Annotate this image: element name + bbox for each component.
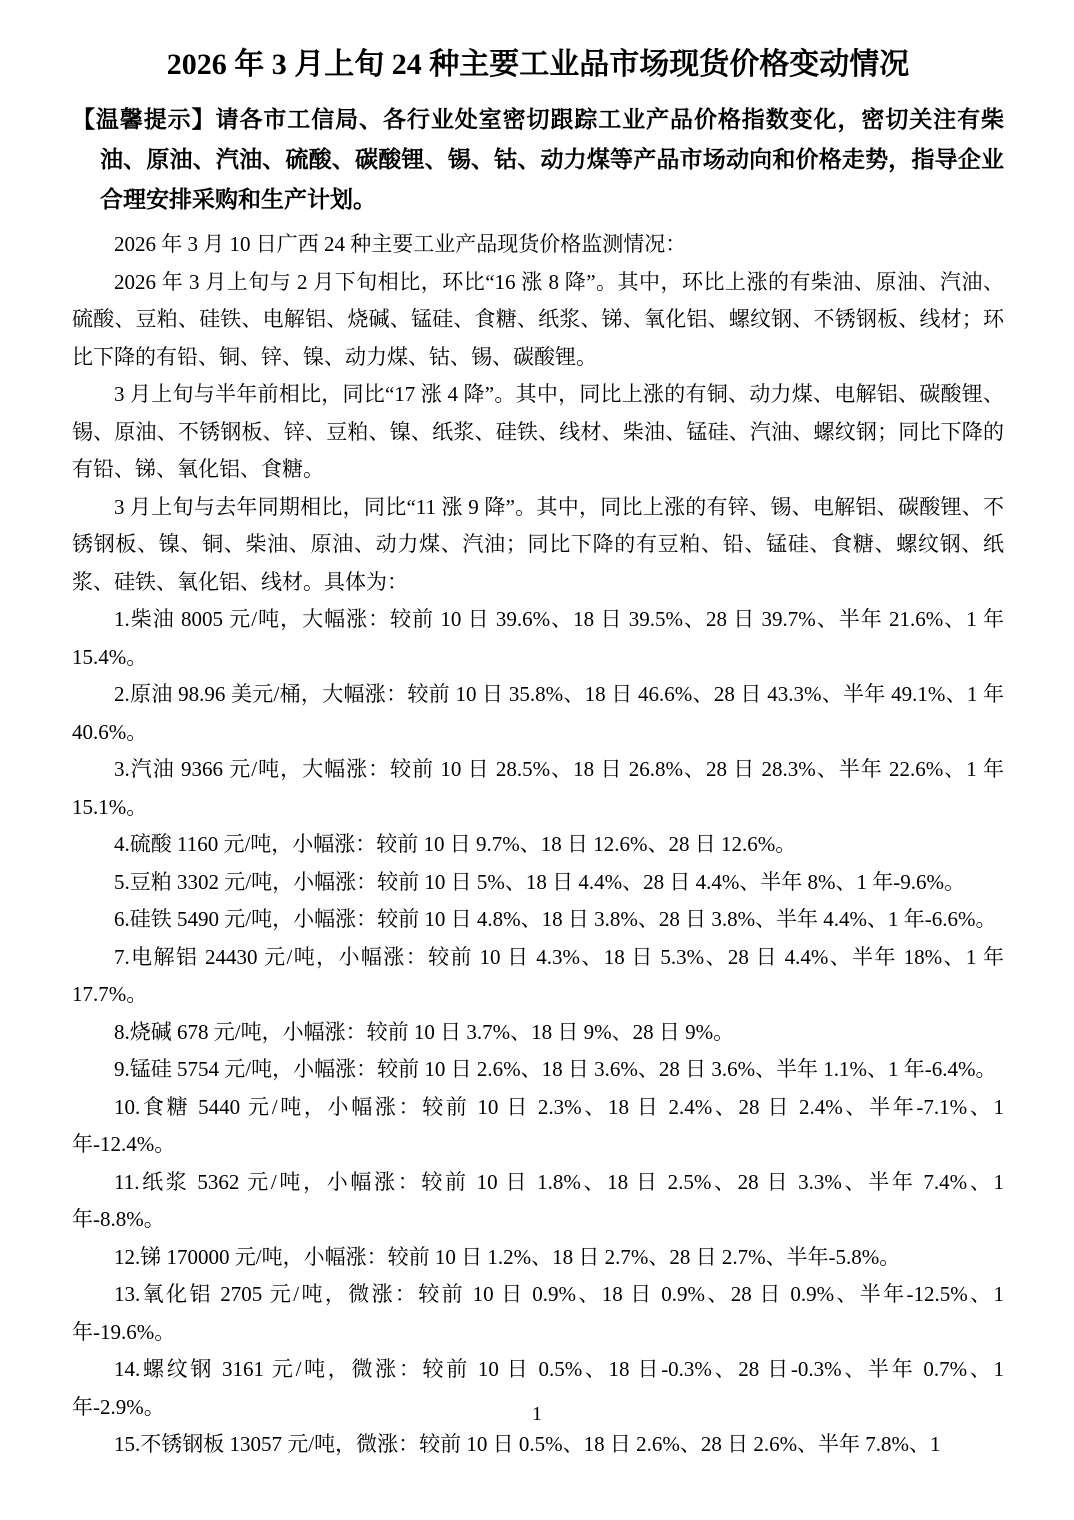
price-item-gasoline: 3.汽油 9366 元/吨，大幅涨：较前 10 日 28.5%、18 日 26.8%、28 日 28.3%、半年 22.6%、1 年 15.1%。: [72, 757, 1004, 819]
notice-label: 【温馨提示】: [72, 107, 216, 132]
price-item-soybean-meal: 5.豆粕 3302 元/吨，小幅涨：较前 10 日 5%、18 日 4.4%、28 日 4.4%、半年 8%、1 年-9.6%。: [114, 869, 966, 894]
notice-paragraph: [72, 100, 1004, 220]
price-item-crude-oil: 2.原油 98.96 美元/桶，大幅涨：较前 10 日 35.8%、18 日 46.6%、28 日 43.3%、半年 49.1%、1 年 40.6%。: [72, 682, 1004, 744]
price-item-aluminum: 7.电解铝 24430 元/吨，小幅涨：较前 10 日 4.3%、18 日 5.3%、28 日 4.4%、半年 18%、1 年 17.7%。: [72, 944, 1004, 1006]
price-item-pulp: 11.纸浆 5362 元/吨，小幅涨：较前 10 日 1.8%、18 日 2.5%、28 日 3.3%、半年 7.4%、1 年-8.8%。: [72, 1169, 1004, 1231]
notice-text: 请各市工信局、各行业处室密切跟踪工业产品价格指数变化，密切关注有柴油、原油、汽油、硫酸、碳酸锂、锡、钴、动力煤等产品市场动向和价格走势，指导企业合理安排采购和生产计划。: [100, 107, 1005, 212]
document-body: [72, 226, 1004, 1464]
price-item-sulfuric-acid: 4.硫酸 1160 元/吨，小幅涨：较前 10 日 9.7%、18 日 12.6%、28 日 12.6%。: [114, 832, 797, 856]
price-item-stainless-steel: 15.不锈钢板 13057 元/吨，微涨：较前 10 日 0.5%、18 日 2.6%、28 日 2.6%、半年 7.8%、1: [114, 1432, 941, 1456]
summary-paragraph-yoy: 3 月上旬与去年同期相比，同比“11 涨 9 降”。其中，同比上涨的有锌、锡、电解铝、碳酸锂、不锈钢板、镍、铜、柴油、原油、动力煤、汽油；同比下降的有豆粕、铅、锰硅、食糖、螺纹钢、纸浆、硅铁、氧化铝、线材。具体为：: [72, 494, 1004, 594]
intro-paragraph: 2026 年 3 月 10 日广西 24 种主要工业产品现货价格监测情况：: [114, 232, 687, 256]
document-title: 2026 年 3 月上旬 24 种主要工业品市场现货价格变动情况: [166, 48, 910, 81]
document-content: [72, 44, 1004, 1464]
price-item-rebar: 14.螺纹钢 3161 元/吨，微涨：较前 10 日 0.5%、18 日-0.3%、28 日-0.3%、半年 0.7%、1 年-2.9%。: [72, 1357, 1004, 1419]
price-item-antimony: 12.锑 170000 元/吨，小幅涨：较前 10 日 1.2%、18 日 2.7%、28 日 2.7%、半年-5.8%。: [114, 1244, 901, 1269]
price-item-diesel: 1.柴油 8005 元/吨，大幅涨：较前 10 日 39.6%、18 日 39.5%、28 日 39.7%、半年 21.6%、1 年 15.4%。: [72, 607, 1004, 669]
price-item-alumina: 13.氧化铝 2705 元/吨，微涨：较前 10 日 0.9%、18 日 0.9%、28 日 0.9%、半年-12.5%、1 年-19.6%。: [72, 1282, 1004, 1344]
summary-paragraph-mom: 2026 年 3 月上旬与 2 月下旬相比，环比“16 涨 8 降”。其中，环比上涨的有柴油、原油、汽油、硫酸、豆粕、硅铁、电解铝、烧碱、锰硅、食糖、纸浆、锑、氧化铝、螺纹钢、不锈钢板、线材；环比下降的有铅、铜、锌、镍、动力煤、钴、锡、碳酸锂。: [72, 269, 1004, 369]
price-item-silicomanganese: 9.锰硅 5754 元/吨，小幅涨：较前 10 日 2.6%、18 日 3.6%、28 日 3.6%、半年 1.1%、1 年-6.4%。: [114, 1057, 997, 1081]
page-number: 1: [532, 1403, 542, 1425]
price-item-sugar: 10.食糖 5440 元/吨，小幅涨：较前 10 日 2.3%、18 日 2.4%、28 日 2.4%、半年-7.1%、1 年-12.4%。: [72, 1094, 1004, 1156]
price-item-caustic-soda: 8.烧碱 678 元/吨，小幅涨：较前 10 日 3.7%、18 日 9%、28 日 9%。: [114, 1019, 735, 1044]
price-item-ferrosilicon: 6.硅铁 5490 元/吨，小幅涨：较前 10 日 4.8%、18 日 3.8%、28 日 3.8%、半年 4.4%、1 年-6.6%。: [114, 907, 997, 931]
summary-paragraph-hoh: 3 月上旬与半年前相比，同比“17 涨 4 降”。其中，同比上涨的有铜、动力煤、电解铝、碳酸锂、锡、原油、不锈钢板、锌、豆粕、镍、纸浆、硅铁、线材、柴油、锰硅、汽油、螺纹钢；同比下降的有铅、锑、氧化铝、食糖。: [72, 382, 1004, 481]
